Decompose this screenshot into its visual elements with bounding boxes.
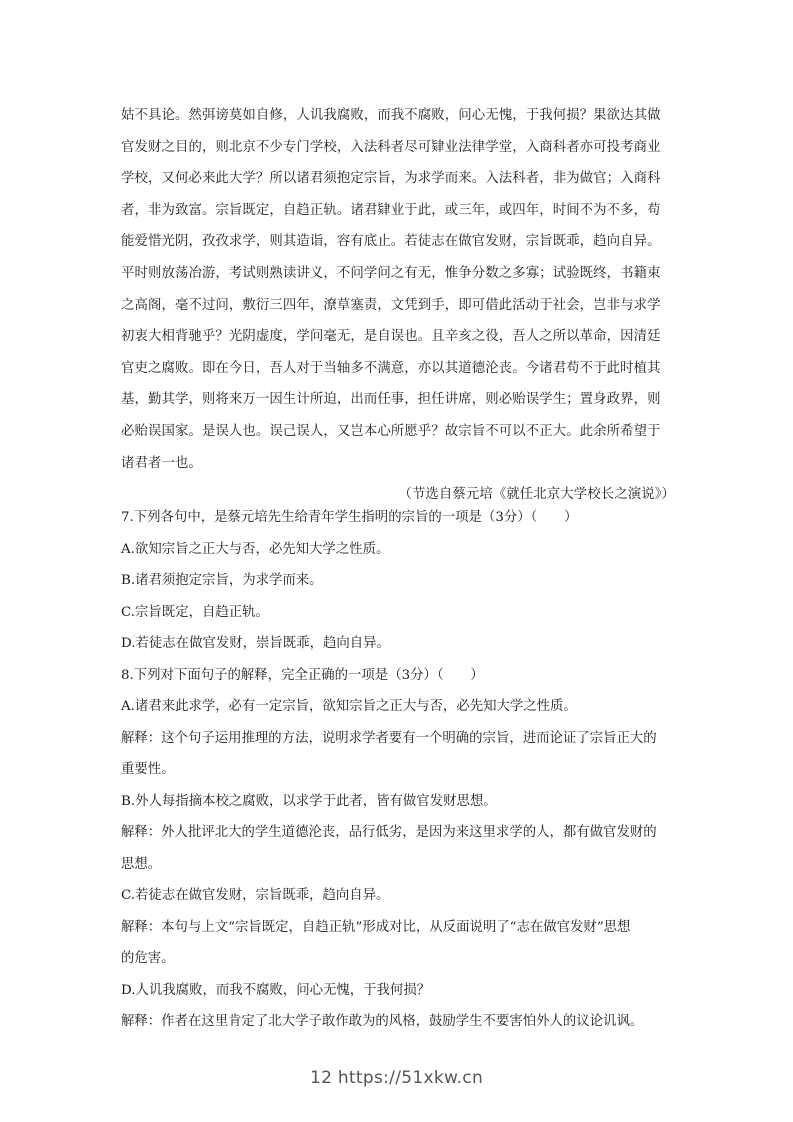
question-8-explanation-c: 解释：本句与上文“宗旨既定，自趋正轨”形成对比，从反面说明了“志在做官发财”思想 [121,919,631,935]
question-8-explanation-c-cont: 的危害。 [121,951,175,966]
passage-text [121,100,675,511]
question-8-option-a: A.诸君来此求学，必有一定宗旨，欲知宗旨之正大与否，必先知大学之性质。 [121,699,577,714]
question-8-explanation-b-cont: 思想。 [121,856,162,872]
question-8-option-c: C.若徒志在做官发财，宗旨既乖，趋向自异。 [121,888,390,903]
question-8-option-d: D.人讥我腐败，而我不腐败，问心无愧，于我何损？ [121,982,431,998]
passage-source: （节选自蔡元培《就任北京大学校长之演说》） [398,487,675,503]
passage-line: 必贻误国家。是误人也。误己误人，又岂本心所愿乎？故宗旨不可以不正大。此余所希望于 [121,423,661,439]
questions-section [121,502,681,1038]
question-7-stem: 7.下列各句中，是蔡元培先生给青年学生指明的宗旨的一项是（3分）（ ） [121,510,578,525]
question-7-option-b: B.诸君须抱定宗旨，为求学而来。 [121,573,323,588]
question-8-explanation-a: 解释：这个句子运用推理的方法，说明求学者要有一个明确的宗旨，进而论证了宗旨正大的 [121,730,657,746]
passage-line: 者，非为致富。宗旨既定，自趋正轨。诸君肄业于此，或三年，或四年，时间不为不多，苟 [121,202,661,218]
passage-line: 姑不具论。然弭谤莫如自修，人讥我腐败，而我不腐败，问心无愧，于我何损？果欲达其做 [121,108,661,123]
question-8-explanation-b: 解释：外人批评北大的学生道德沦丧，品行低劣，是因为来这里求学的人，都有做官发财的 [121,825,657,840]
passage-line: 平时则放荡冶游，考试则熟读讲义，不问学问之有无，惟争分数之多寡；试验既终，书籍束 [121,265,661,281]
question-8-option-b: B.外人每指摘本校之腐败，以求学于此者，皆有做官发财思想。 [121,793,497,809]
question-8-explanation-a-cont: 重要性。 [121,762,175,777]
page-footer: 12 https://51xkw.cn [309,1068,484,1088]
passage-line: 之高阁，毫不过问，敷衍三四年，潦草塞责，文凭到手，即可借此活动于社会，岂非与求学 [121,297,661,313]
question-7-option-c: C.宗旨既定，自趋正轨。 [121,604,269,620]
passage-line: 诸君者一也。 [121,455,202,471]
passage-line: 官发财之目的，则北京不少专门学校，入法科者尽可肄业法律学堂，入商科者亦可投考商业 [121,139,661,155]
passage-line: 学校，又何必来此大学？所以诸君须抱定宗旨，为求学而来。入法科者，非为做官；入商科 [121,171,661,187]
passage-line: 基，勤其学，则将来万一因生计所迫，出而任事，担任讲席，则必贻误学生；置身政界，则 [121,392,661,408]
question-7-option-d: D.若徒志在做官发财，崇旨既乖，趋向自异。 [121,636,390,651]
passage-line: 初衷大相背驰乎？光阴虚度，学问毫无，是自误也。且辛亥之役，吾人之所以革命，因清廷 [121,329,661,345]
question-8-explanation-d: 解释：作者在这里肯定了北大学子敢作敢为的风格，鼓励学生不要害怕外人的议论讥讽。 [121,1014,644,1029]
question-7-option-a: A.欲知宗旨之正大与否，必先知大学之性质。 [121,541,390,557]
passage-line: 能爱惜光阴，孜孜求学，则其造诣，容有底止。若徒志在做官发财，宗旨既乖，趋向自异。 [121,234,661,250]
passage-line: 官吏之腐败。即在今日，吾人对于当轴多不满意，亦以其道德沦丧。今诸君苟不于此时植其 [121,360,661,376]
question-8-stem: 8.下列对下面句子的解释，完全正确的一项是（3分）（ ） [121,667,484,683]
